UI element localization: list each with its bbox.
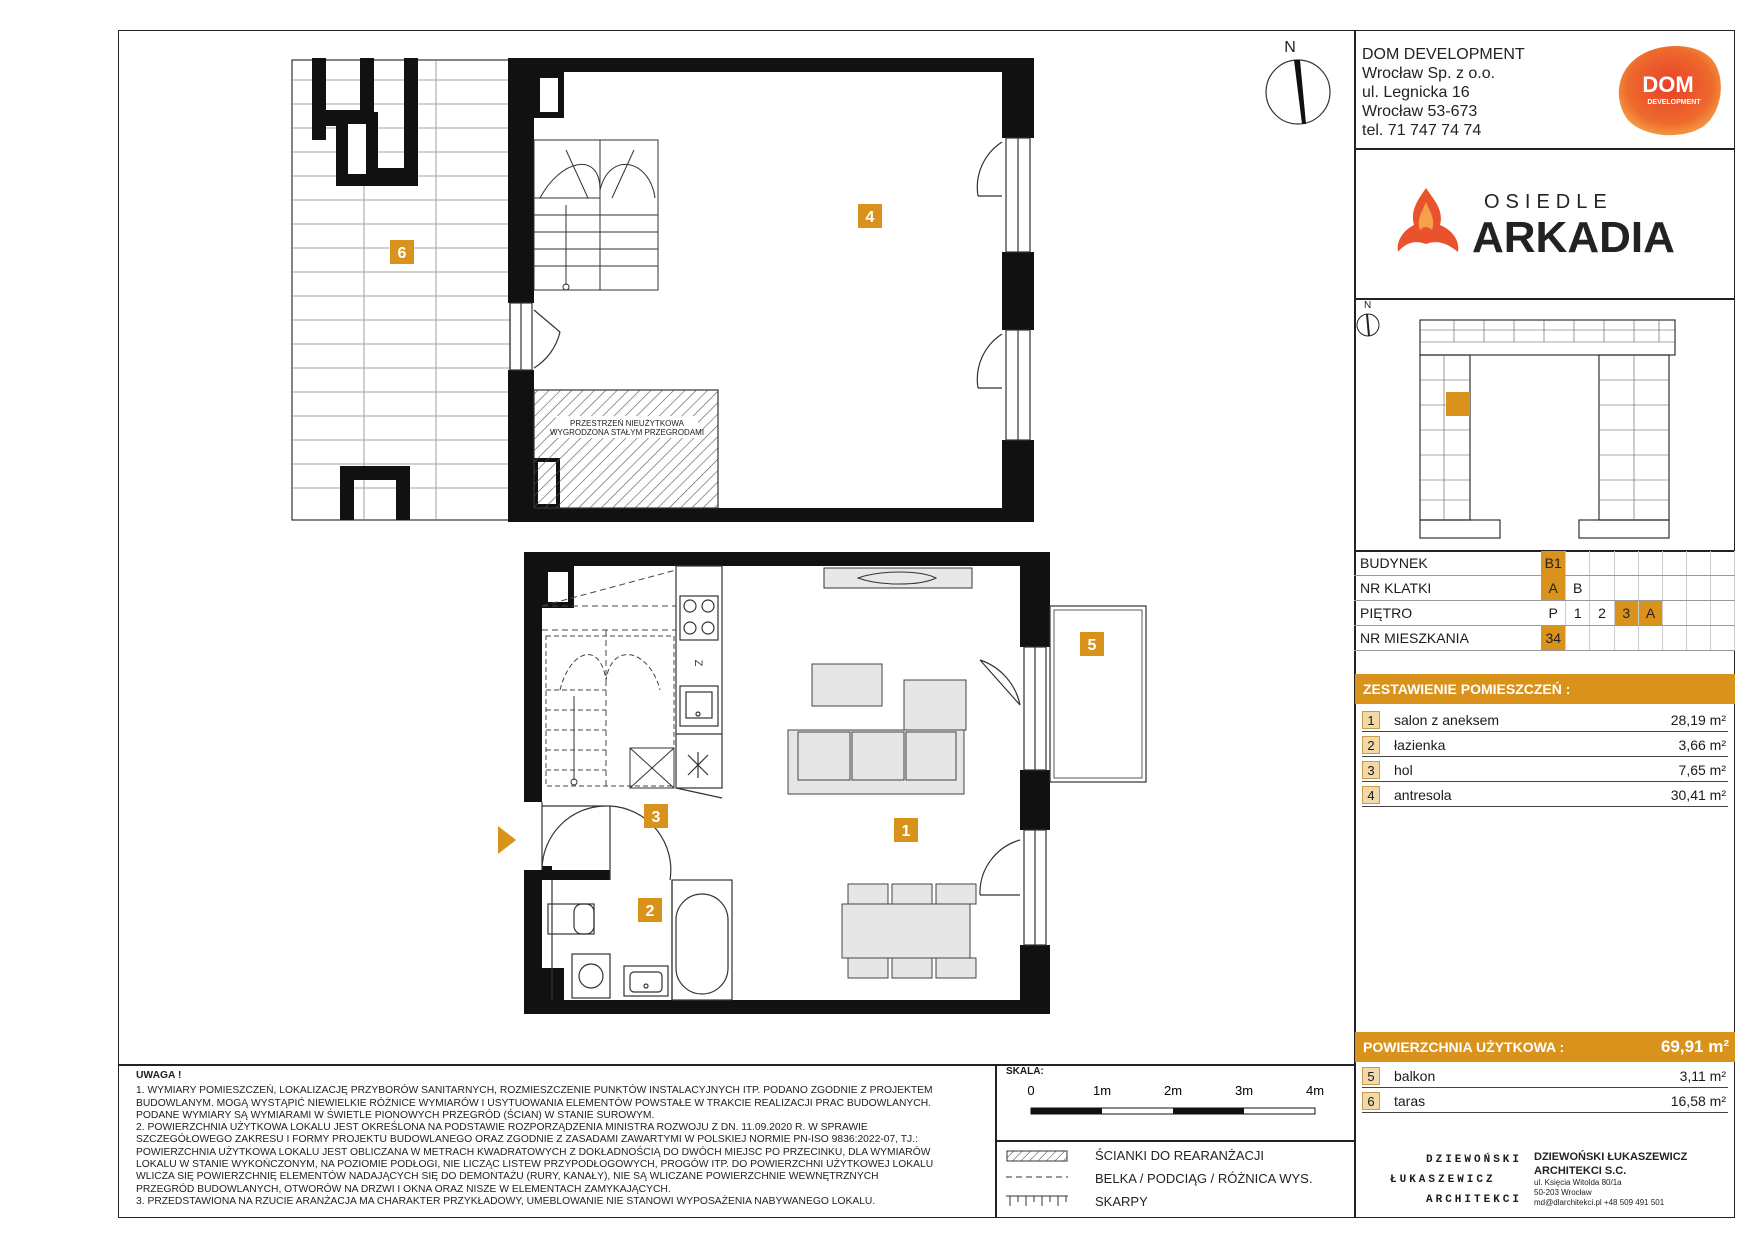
- architect-logo-2: ŁUKASZEWICZ: [1390, 1174, 1496, 1186]
- scale-bar: [1010, 1080, 1340, 1120]
- company-phone: tel. 71 747 74 74: [1362, 122, 1482, 139]
- unusable-space: [534, 390, 718, 508]
- notes-line: PRZEGRÓD BUDOWLANYCH, OTWORÓW NA DRZWI I OKNA ORAZ NISZE W ELEMENTACH ZAMYKAJĄCYCH.: [136, 1183, 671, 1195]
- room-area: 30,41 m²: [1670, 787, 1726, 803]
- floor-option-1: 1: [1566, 601, 1590, 626]
- room-area: 16,58 m²: [1670, 1093, 1726, 1109]
- scale-tick-4: 4m: [1305, 1083, 1325, 1098]
- row-apartment: [1354, 626, 1735, 651]
- key-plan-north-label: N: [1364, 300, 1372, 311]
- room-area: 3,11 m²: [1679, 1068, 1726, 1084]
- entrance-arrow: [498, 826, 516, 854]
- architect-contact: md@dlarchitekci.pl +48 509 491 501: [1534, 1198, 1665, 1207]
- scale-tick-0: 0: [1027, 1083, 1035, 1098]
- room-number: 4: [1362, 786, 1380, 804]
- scale-title: SKALA:: [1006, 1066, 1044, 1077]
- room-number: 2: [1362, 736, 1380, 754]
- apartment-info-table: [1354, 551, 1735, 651]
- legend-beam: BELKA / PODCIĄG / RÓŻNICA WYS.: [1095, 1171, 1313, 1186]
- notes-line: 1. WYMIARY POMIESZCZEŃ, LOKALIZACJĘ PRZYBORÓW SANITARNYCH, ROZMIESZCZENIE PUNKTÓW INSTALACYJNYCH ITP. PODANO ZGODNIE Z PROJEKTEM: [136, 1085, 933, 1097]
- room-name: balkon: [1394, 1068, 1436, 1084]
- room-name: taras: [1394, 1093, 1426, 1109]
- notes-line: POWIERZCHNIA UŻYTKOWA LOKALU JEST OBLICZANA W METRACH KWADRATOWYCH Z DOKŁADNOŚCIĄ DO DWÓCH MIEJSC PO PRZECINKU, DLA WYMIARÓW: [136, 1146, 931, 1158]
- unusable-label-1: PRZESTRZEŃ NIEUŻYTKOWA: [570, 419, 684, 428]
- fridge-label: Z: [692, 659, 704, 667]
- room-name: hol: [1394, 762, 1413, 778]
- logo-text-development: DEVELOPMENT: [1647, 99, 1701, 106]
- total-area-band: [1355, 1032, 1735, 1062]
- architect-logo-3: ARCHITEKCI: [1426, 1194, 1523, 1206]
- area-unit: m²: [1709, 762, 1726, 778]
- divider-company: [1354, 148, 1735, 150]
- key-plan: [1354, 300, 1735, 550]
- total-area-value: 69,91 m²: [1660, 1037, 1729, 1056]
- area-unit: m²: [1709, 712, 1726, 728]
- notes-block: [136, 1070, 976, 1208]
- architect-name-1: DZIEWOŃSKI ŁUKASZEWICZ: [1534, 1151, 1688, 1163]
- staircase-option-a: A: [1541, 576, 1565, 601]
- living-furniture: [788, 664, 976, 978]
- architect-logo-1: DZIEWOŃSKI: [1426, 1154, 1523, 1166]
- row-floor: [1354, 601, 1735, 626]
- label-room-1: 1: [901, 823, 911, 840]
- room-row: [1362, 758, 1728, 782]
- logo-text-dom: DOM: [1642, 72, 1694, 97]
- divider-legend: [995, 1140, 1355, 1142]
- notes-line: 2. POWIERZCHNIA UŻYTKOWA LOKALU JEST OKREŚLONA NA PODSTAWIE ROZPORZĄDZENIA MINISTRA ROZWOJU Z DN. 11.09.2020 R. W SPRAWIE: [136, 1122, 868, 1134]
- lower-floor-plan: [498, 552, 1146, 1014]
- room-row: [1362, 783, 1728, 807]
- floor-option-a: A: [1638, 601, 1662, 626]
- kitchen-counter: [676, 566, 722, 798]
- row-staircase: [1354, 576, 1735, 601]
- hatched-wall-icon: [1006, 1150, 1068, 1162]
- scale-tick-2: 2m: [1163, 1083, 1183, 1098]
- key-plan-apartment-highlight: [1446, 392, 1470, 416]
- scale-tick-1: 1m: [1092, 1083, 1112, 1098]
- area-unit: m²: [1709, 737, 1726, 753]
- floor-label: PIĘTRO: [1354, 601, 1541, 626]
- label-room-3: 3: [651, 809, 661, 826]
- label-room-2: 2: [645, 903, 655, 920]
- label-room-6: 6: [397, 245, 407, 262]
- company-address: ul. Legnicka 16: [1362, 84, 1470, 101]
- north-arrow: [1266, 39, 1330, 124]
- room-area: 7,65 m²: [1678, 762, 1726, 778]
- north-label: N: [1284, 39, 1296, 56]
- rooms-header: ZESTAWIENIE POMIESZCZEŃ :: [1355, 674, 1735, 704]
- area-unit: m²: [1709, 1068, 1726, 1084]
- notes-line: PODANE WYMIARY SĄ WYMIARAMI W ŚWIETLE PIONOWYCH PRZEGRÓD (ŚCIAN) W STANIE SUROWYM.: [136, 1109, 655, 1121]
- upper-floor-plan: [292, 58, 1034, 522]
- company-line-2: Wrocław Sp. z o.o.: [1362, 65, 1496, 82]
- project-name: ARKADIA: [1472, 213, 1675, 262]
- divider-notes: [118, 1064, 1355, 1066]
- extra-room-row: [1362, 1064, 1728, 1088]
- room-name: łazienka: [1394, 737, 1446, 753]
- architect-address-2: 50-203 Wrocław: [1534, 1188, 1592, 1197]
- floor-option-p: P: [1541, 601, 1565, 626]
- dashed-line-icon: [1006, 1174, 1068, 1180]
- apartment-value: 34: [1541, 626, 1565, 651]
- staircase-option-b: B: [1566, 576, 1590, 601]
- notes-title: UWAGA !: [136, 1070, 182, 1081]
- building-label: BUDYNEK: [1354, 551, 1541, 576]
- room-name: salon z aneksem: [1394, 712, 1500, 728]
- label-room-4: 4: [865, 209, 875, 226]
- legend-slopes: SKARPY: [1095, 1194, 1148, 1209]
- architect-logo: [1390, 1150, 1522, 1210]
- room-name: antresola: [1394, 787, 1452, 803]
- room-number: 3: [1362, 761, 1380, 779]
- apartment-label: NR MIESZKANIA: [1354, 626, 1541, 651]
- architect-name-2: ARCHITEKCI S.C.: [1534, 1165, 1627, 1177]
- area-unit: m²: [1709, 1093, 1726, 1109]
- row-building: [1354, 551, 1735, 576]
- project-prefix: OSIEDLE: [1484, 191, 1613, 213]
- label-room-5: 5: [1087, 637, 1097, 654]
- notes-line: BUDOWLANYM. MOGĄ WYSTĄPIĆ NIEWIELKIE RÓŻNICE WYMIARÓW I USYTUOWANIA ELEMENTÓW POWSTAŁE W TRAKCIE REALIZACJI PRAC BUDOWLANYCH.: [136, 1097, 932, 1109]
- room-number: 1: [1362, 711, 1380, 729]
- notes-line: SZCZEGÓŁOWEGO ZAKRESU I FORMY PROJEKTU BUDOWLANEGO ORAZ ZGODNIE Z ZASADAMI ZAWARTYMI W POLSKIEJ NORMIE PN-ISO 9836:2022-07, TJ.:: [136, 1134, 918, 1146]
- company-info: [1362, 45, 1525, 140]
- scale-tick-3: 3m: [1234, 1083, 1254, 1098]
- room-row: [1362, 708, 1728, 732]
- total-area-label: POWIERZCHNIA UŻYTKOWA :: [1363, 1039, 1565, 1055]
- unusable-label-2: WYGRODZONA STAŁYM PRZEGRODAMI: [549, 428, 705, 437]
- area-unit: m²: [1709, 787, 1726, 803]
- architect-address-1: ul. Księcia Witolda 80/1a: [1534, 1178, 1622, 1187]
- room-number: 6: [1362, 1092, 1380, 1110]
- room-area: 3,66 m²: [1678, 737, 1726, 753]
- extra-room-row: [1362, 1089, 1728, 1113]
- legend-rearrangement: ŚCIANKI DO REARANŻACJI: [1095, 1148, 1265, 1163]
- notes-line: WLICZA SIĘ POWIERZCHNIĘ ELEMENTÓW NADAJĄCYCH SIĘ DO DEMONTAŻU (RURY, KANAŁY), NIE SĄ WLICZANE POWIERZCHNIE WEWNĘTRZNYCH: [136, 1171, 879, 1183]
- floor-option-3: 3: [1614, 601, 1638, 626]
- room-area: 28,19 m²: [1670, 712, 1726, 728]
- notes-line: LOKALU W STANIE WYKOŃCZONYM, NA POZIOMIE PODŁOGI, NIE LICZĄC LISTEW PRZYPODŁOGOWYCH, PROGÓW ITP. DO POWIERZCHNI UŻYTKOWEJ LOKALU: [136, 1159, 934, 1171]
- slope-icon: [1006, 1194, 1068, 1208]
- architect-info: [1534, 1150, 1687, 1208]
- company-city: Wrocław 53-673: [1362, 103, 1478, 120]
- arkadia-logo: [1396, 180, 1686, 265]
- staircase-label: NR KLATKI: [1354, 576, 1541, 601]
- balcony-5: [980, 606, 1146, 945]
- room-row: [1362, 733, 1728, 757]
- floor-option-2: 2: [1590, 601, 1614, 626]
- building-value: B1: [1541, 551, 1565, 576]
- dom-logo: [1614, 40, 1726, 140]
- notes-line: 3. PRZEDSTAWIONA NA RZUCIE ARANŻACJA MA CHARAKTER PRZYKŁADOWY, UMEBLOWANIE NIE STANOWI WYPOSAŻENIA NABYWANEGO LOKALU.: [136, 1195, 876, 1207]
- company-name: DOM DEVELOPMENT: [1362, 46, 1525, 63]
- room-number: 5: [1362, 1067, 1380, 1085]
